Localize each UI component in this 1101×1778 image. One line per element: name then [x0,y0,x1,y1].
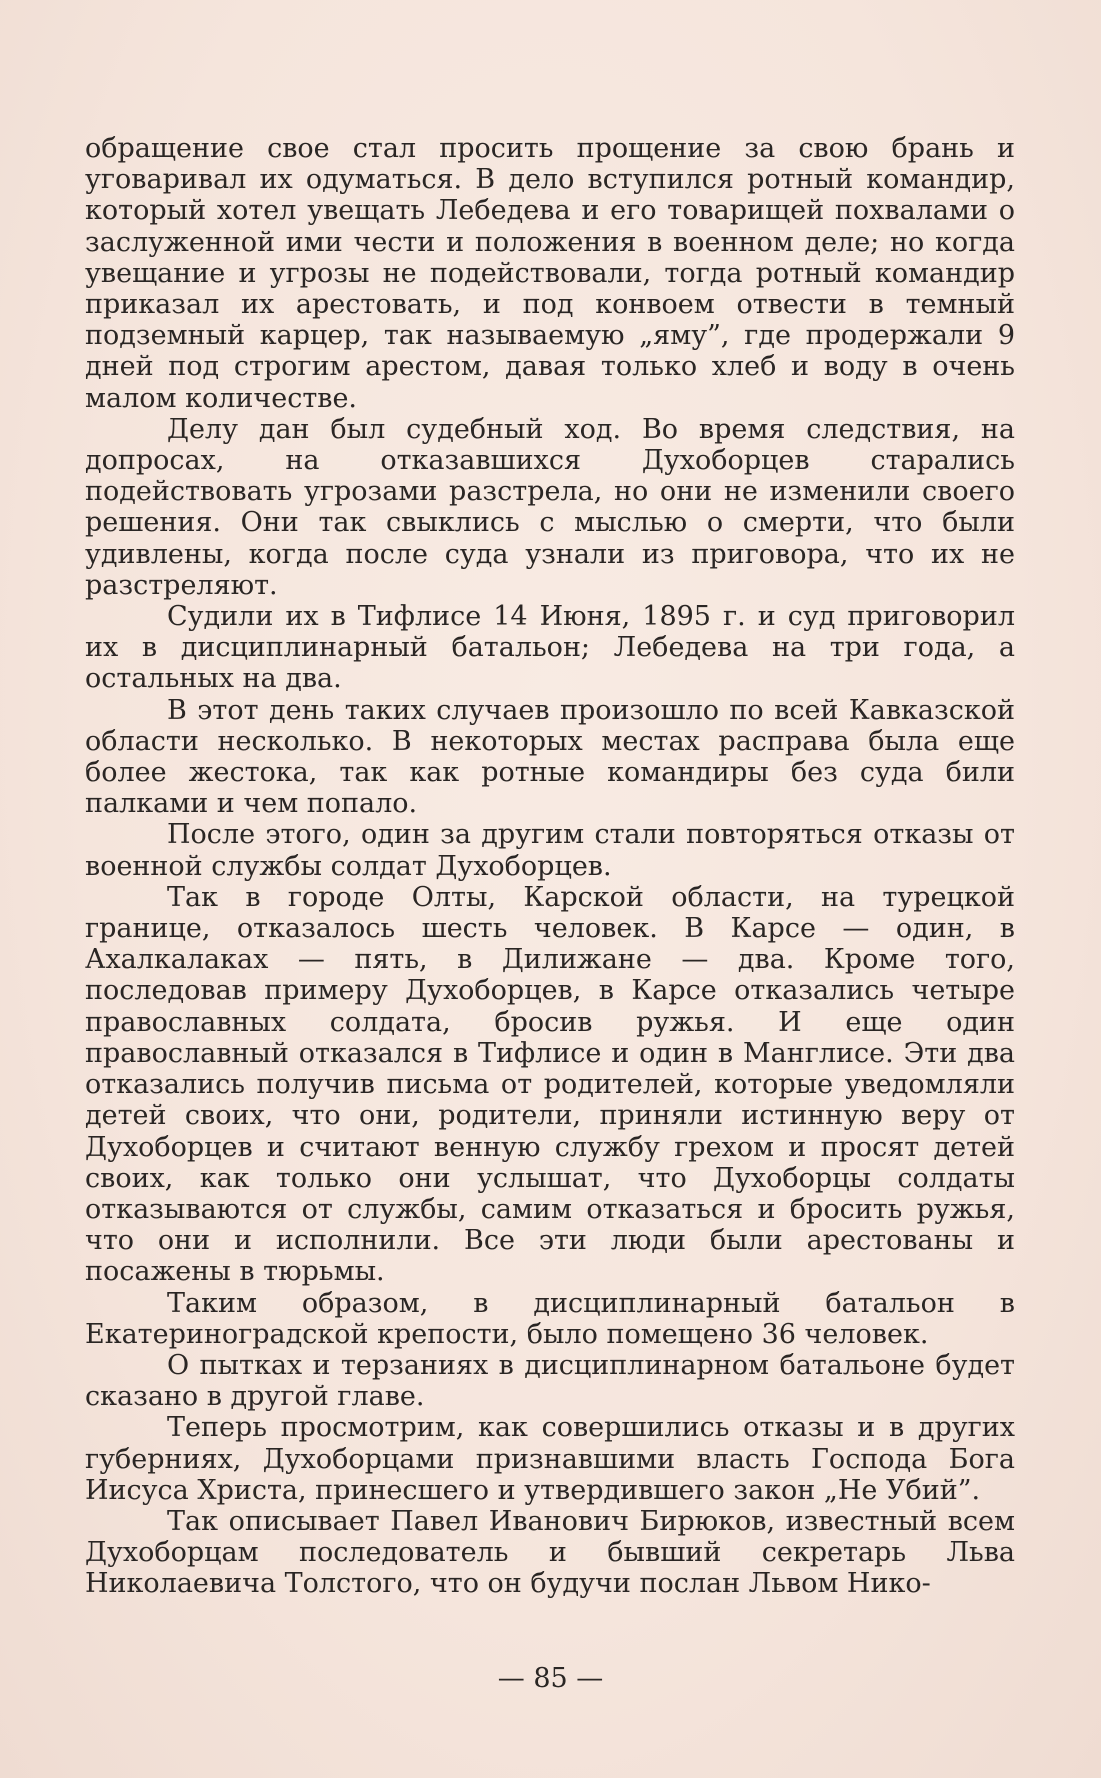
paragraph-6: Так в городе Олты, Карской области, на турецкой границе, отказалось шесть человек. В Карсе — один, в Ахалкалаках — пять, в Дилижане — два. Кроме того, последовав примеру Духоборцев, в Карсе отказались четыре православных солдата, бросив ружья. И еще один православный отказался в Тифлисе и один в Манглисе. Эти два отказались получив письма от родителей, которые уведомляли детей своих, что они, родители, приняли истинную веру от Духоборцев и считают венную службу грехом и просят детей своих, как только они услышат, что Духоборцы солдаты отказываются от службы, самим отказаться и бросить ружья, что они и исполнили. Все эти люди были арестованы и посажены в тюрьмы. [85,881,1015,1288]
paragraph-8: О пытках и терзаниях в дисциплинарном батальоне будет сказано в другой главе. [85,1349,1015,1413]
body-text [85,133,1015,1600]
paragraph-5: После этого, один за другим стали повторяться отказы от военной службы солдат Духоборцев. [85,819,1015,882]
paragraph-9: Теперь просмотрим, как совершились отказы и в других губерниях, Духоборцами признавшими власть Господа Бога Иисуса Христа, принесшего и утвердившего закон „Не Убий”. [85,1412,1015,1506]
paragraph-10: Так описывает Павел Иванович Бирюков, известный всем Духоборцам последователь и бывший секретарь Льва Николаевича Толстого, что он будучи послан Львом Нико- [85,1505,1015,1600]
page-number: — 85 — [497,1663,604,1694]
paragraph-4: В этот день таких случаев произошло по всей Кавказской области несколько. В некоторых местах расправа была еще более жестока, так как ротные командиры без суда били палками и чем попало. [85,694,1015,820]
paragraph-7: Таким образом, в дисциплинарный батальон в Екатериноградской крепости, было помещено 36 человек. [85,1287,1015,1350]
paragraph-1: обращение свое стал просить прощение за свою брань и уговаривал их одуматься. В дело вступился ротный командир, который хотел увещать Лебедева и его товарищей похвалами о заслуженной ими чести и положения в военном деле; но когда увещание и угрозы не подействовали, тогда ротный командир приказал их арестовать, и под конвоем отвести в темный подземный карцер, так называемую „яму”, где продержали 9 дней под строгим арестом, давая только хлеб и воду в очень малом количестве. [85,133,1015,414]
paragraph-3: Судили их в Тифлисе 14 Июня, 1895 г. и суд приговорил их в дисциплинарный батальон; Лебедева на три года, а остальных на два. [85,601,1015,695]
paragraph-2: Делу дан был судебный ход. Во время следствия, на допросах, на отказавшихся Духоборцев старались подействовать угрозами разстрела, но они не изменили своего решения. Они так свыклись с мыслью о смерти, что были удивлены, когда после суда узнали из приговора, что их не разстреляют. [85,413,1015,601]
